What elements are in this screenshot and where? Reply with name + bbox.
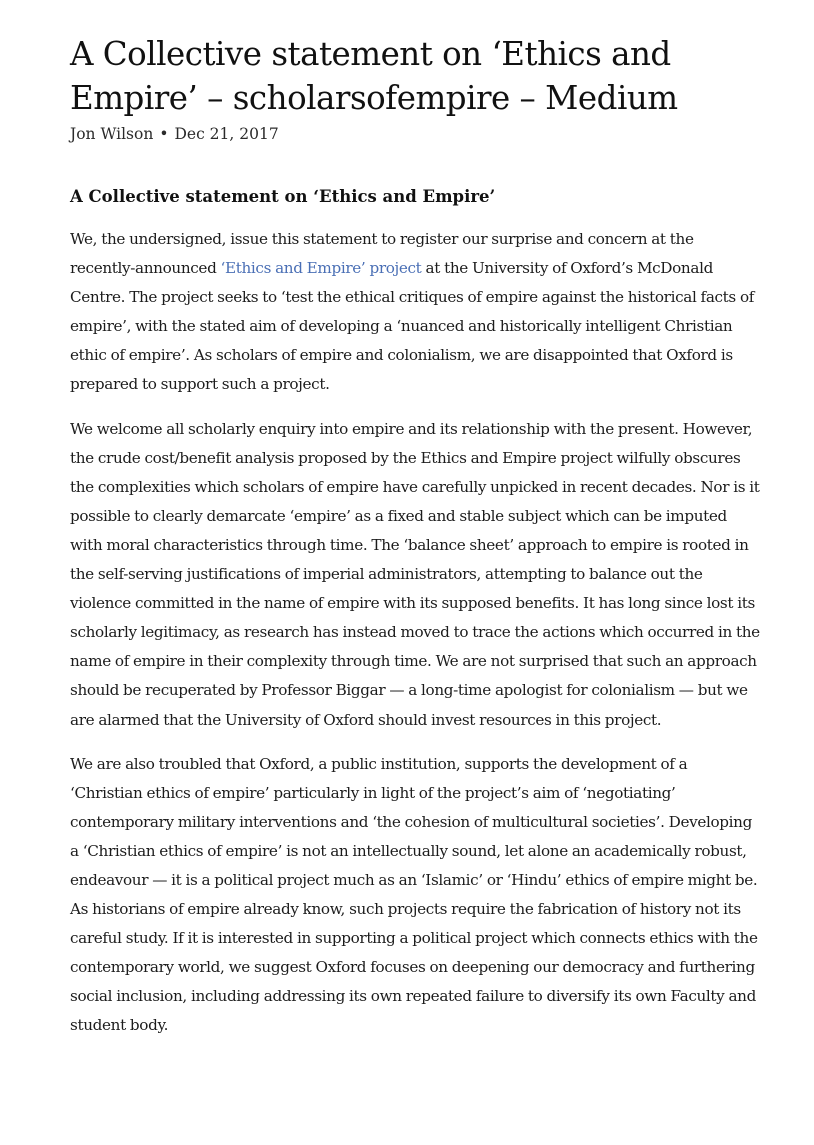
publish-date: Dec 21, 2017 [174,125,279,143]
byline [70,124,760,144]
paragraph-3: We are also troubled that Oxford, a public institution, supports the development of a ‘Christian ethics of empire’ particularly in light of the project’s aim of ‘negotiating’ contemporary military interventions and ‘the cohesion of multicultural societies’. Developing a ‘Christian ethics of empire’ is not an intellectually sound, let alone an academically robust, endeavour — it is a political project much as an ‘Islamic’ or ‘Hindu’ ethics of empire might be. As historians of empire already know, such projects require the fabrication of history not its careful study. If it is interested in supporting a political project which connects ethics with the contemporary world, we suggest Oxford focuses on deepening our democracy and furthering social inclusion, including addressing its own repeated failure to diversify its own Faculty and student body. [70,754,758,1035]
author-name[interactable]: Jon Wilson [70,125,154,143]
page-title: A Collective statement on ‘Ethics and Empire’ – scholarsofempire – Medium [70,35,678,117]
paragraph-1-text-after-link: at the University of Oxford’s McDonald Centre. The project seeks to ‘test the ethical critiques of empire against the historical facts of empire’, with the stated aim of developing a ‘nuanced and historically intelligent Christian ethic of empire’. As scholars of empire and colonialism, we are disappointed that Oxford is prepared to support such a project. [70,259,755,394]
paragraph-1-text-before-link: We, the undersigned, issue this statement to register our surprise and concern at the recently-announced [70,230,694,278]
byline-separator: • [159,125,169,143]
ethics-empire-project-link[interactable]: ‘Ethics and Empire’ project [220,259,422,278]
article-subheading: A Collective statement on ‘Ethics and Empire’ [70,187,496,206]
paragraph-1 [70,225,760,400]
paragraph-2: We welcome all scholarly enquiry into empire and its relationship with the present. However, the crude cost/benefit analysis proposed by the Ethics and Empire project wilfully obscures the complexities which scholars of empire have carefully unpicked in recent decades. Nor is it possible to clearly demarcate ‘empire’ as a fixed and stable subject which can be imputed with moral characteristics through time. The ‘balance sheet’ approach to empire is rooted in the self-serving justifications of imperial administrators, attempting to balance out the violence committed in the name of empire with its supposed benefits. It has long since lost its scholarly legitimacy, as research has instead moved to trace the actions which occurred in the name of empire in their complexity through time. We are not surprised that such an approach should be recuperated by Professor Biggar — a long-time apologist for colonialism — but we are alarmed that the University of Oxford should invest resources in this project. [70,419,760,729]
